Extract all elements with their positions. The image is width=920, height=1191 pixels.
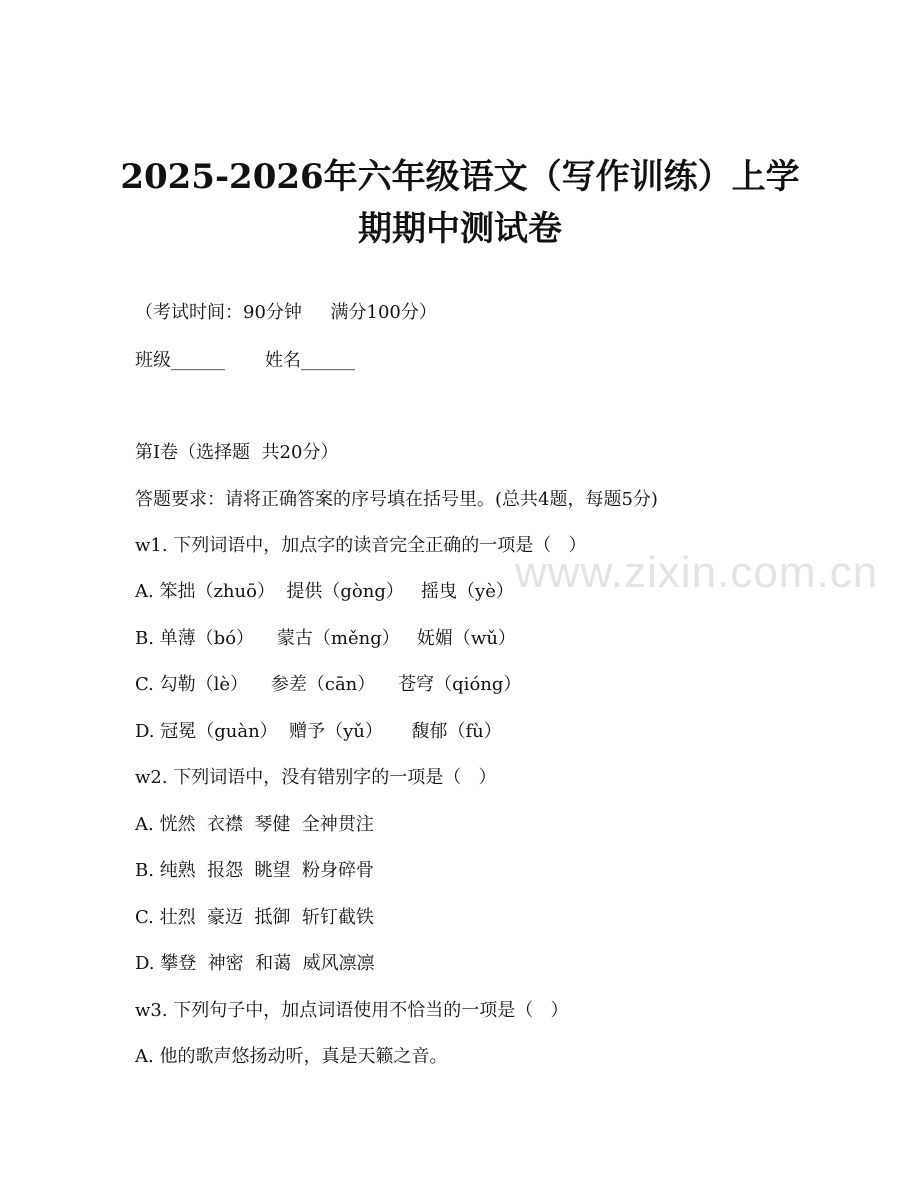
exam-info: （考试时间：90分钟 满分100分） xyxy=(135,302,437,323)
question-1-option-b: B. 单薄（bó） 蒙古（měng） 妩媚（wǔ） xyxy=(135,628,516,649)
question-2-option-b: B. 纯熟 报怨 眺望 粉身碎骨 xyxy=(135,860,374,881)
question-2-option-c: C. 壮烈 豪迈 抵御 斩钉截铁 xyxy=(135,907,374,928)
question-1-option-d: D. 冠冕（guàn） 赠予（yǔ） 馥郁（fù） xyxy=(135,721,502,742)
question-3-option-a: A. 他的歌声悠扬动听，真是天籁之音。 xyxy=(135,1046,448,1067)
question-1-option-c: C. 勾勒（lè） 参差（cān） 苍穹（qióng） xyxy=(135,674,522,695)
question-2-option-a: A. 恍然 衣襟 琴健 全神贯注 xyxy=(135,814,374,835)
question-2-option-d: D. 攀登 神密 和蔼 威风凛凛 xyxy=(135,953,375,974)
question-2-stem: w2. 下列词语中，没有错别字的一项是（ ） xyxy=(135,767,497,788)
class-name-fields: 班级______ 姓名______ xyxy=(135,350,356,371)
instructions: 答题要求：请将正确答案的序号填在括号里。(总共4题，每题5分) xyxy=(135,489,658,510)
question-1-stem: w1. 下列词语中，加点字的读音完全正确的一项是（ ） xyxy=(135,535,587,556)
exam-title-line-1: 2025-2026年六年级语文（写作训练）上学 xyxy=(120,157,800,197)
question-3-stem: w3. 下列句子中，加点词语使用不恰当的一项是（ ） xyxy=(135,1000,569,1021)
site-watermark: www.zixin.com.cn xyxy=(515,548,879,597)
question-1-option-a: A. 笨拙（zhuō） 提供（gòng） 摇曳（yè） xyxy=(135,581,514,602)
exam-title-line-2: 期期中测试卷 xyxy=(358,209,562,249)
section-header: 第Ⅰ卷（选择题 共20分） xyxy=(135,442,339,463)
